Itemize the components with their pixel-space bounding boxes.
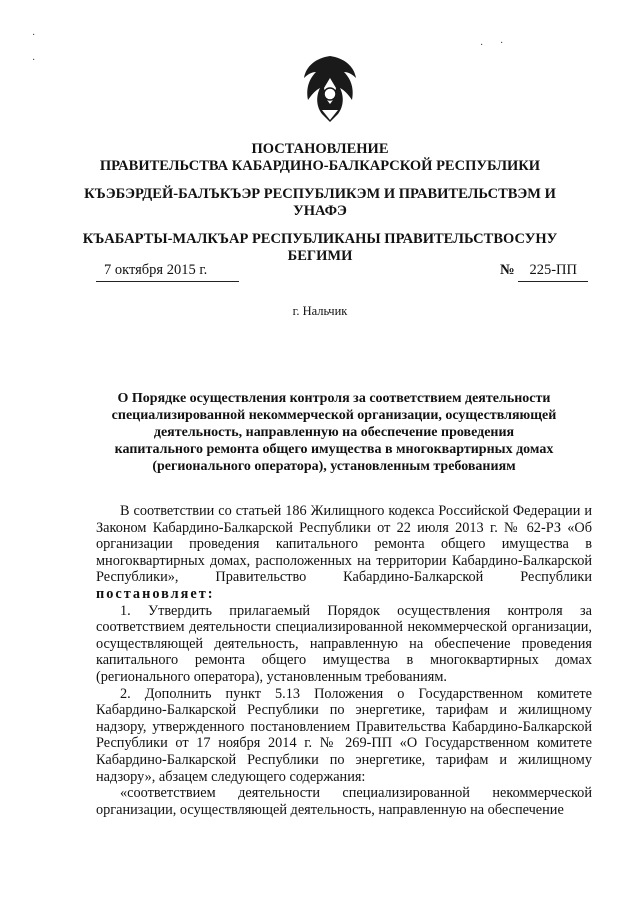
scan-speck: · (480, 40, 484, 51)
paragraph-3: «соответствием деятельности специализированной некоммерческой организации, осуществляющей деятельность, направленную на обеспечение (96, 785, 592, 818)
number-sign: № (500, 262, 515, 278)
coat-of-arms-emblem (298, 48, 362, 128)
paragraph-2: 2. Дополнить пункт 5.13 Положения о Государственном комитете Кабардино-Балкарской Республики по энергетике, тарифам и жилищному надзору, утвержденного постановлением Правительства Кабардино-Балкарской Республики от 17 ноября 2014 г. № 269-ПП «О Государственном комитете Кабардино-Балкарской Республики по энергетике, тарифам и жилищному надзору», абзацем следующего содержания: (96, 685, 592, 785)
city: г. Нальчик (292, 304, 348, 318)
decree-word: постановляет: (96, 585, 215, 602)
document-body (96, 503, 592, 818)
header-line: КЪЭБЭРДЕЙ-БАЛЪКЪЭР РЕСПУБЛИКЭМ И ПРАВИТЕЛЬСТВЭМ И (84, 186, 556, 202)
title-line: капитального ремонта общего имущества в многоквартирных домах (114, 442, 554, 457)
intro-text: В соответствии со статьей 186 Жилищного кодекса Российской Федерации и Законом Кабардино-Балкарской Республики от 22 июля 2013 г. № 62-РЗ «Об организации проведения капитального ремонта общего имущества в многоквартирных домах, расположенных на территории Кабардино-Балкарской Республики», Правительство Кабардино-Балкарской Республики (96, 503, 592, 586)
number-value: 225-ПП (518, 262, 588, 282)
title-line: деятельность, направленную на обеспечение проведения (153, 425, 515, 440)
header-line: КЪАБАРТЫ-МАЛКЪАР РЕСПУБЛИКАНЫ ПРАВИТЕЛЬСТВОСУНУ (82, 231, 558, 247)
scan-speck: · (32, 30, 36, 41)
document-title (90, 390, 578, 475)
header-block (0, 141, 640, 175)
header-line: УНАФЭ (293, 203, 347, 219)
header-line: БЕГИМИ (287, 248, 353, 264)
header-block-kabardian (0, 186, 640, 220)
document-number (500, 262, 588, 282)
intro-paragraph (96, 503, 592, 603)
document-date: 7 октября 2015 г. (96, 262, 239, 282)
header-line: ПРАВИТЕЛЬСТВА КАБАРДИНО-БАЛКАРСКОЙ РЕСПУБЛИКИ (99, 158, 541, 174)
scan-speck: · (32, 55, 36, 66)
scan-speck: · (500, 38, 504, 49)
header-line: ПОСТАНОВЛЕНИЕ (251, 141, 389, 157)
title-line: О Порядке осуществления контроля за соответствием деятельности (117, 391, 551, 406)
header-block-balkar (0, 231, 640, 265)
title-line: (регионального оператора), установленным требованиям (152, 459, 516, 474)
title-line: специализированной некоммерческой организации, осуществляющей (111, 408, 557, 423)
paragraph-1: 1. Утвердить прилагаемый Порядок осуществления контроля за соответствием деятельности специализированной некоммерческой организации, осуществляющей деятельность, направленную на обеспечение проведения капитального ремонта общего имущества в многоквартирных домах (регионального оператора), установленным требованиям. (96, 602, 592, 685)
